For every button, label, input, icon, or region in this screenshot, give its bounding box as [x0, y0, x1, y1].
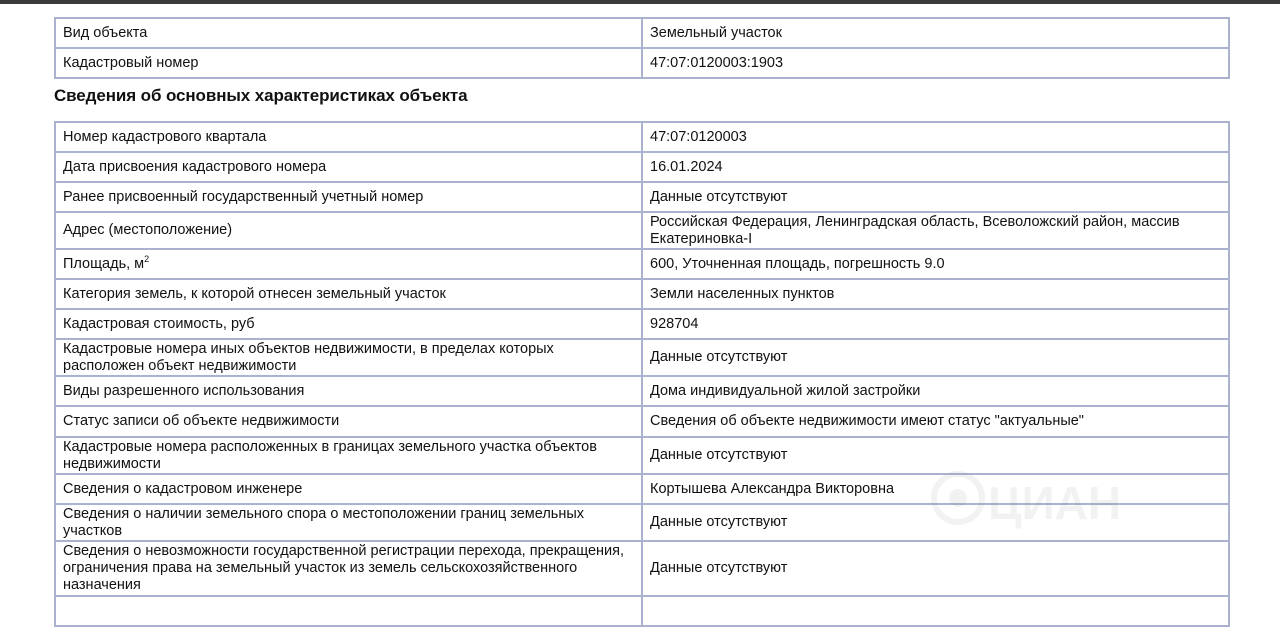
- row-value: Данные отсутствуют: [642, 437, 1229, 474]
- table-row: [55, 152, 1229, 182]
- table-row: [55, 541, 1229, 596]
- row-label: Вид объекта: [55, 18, 642, 48]
- row-value: Российская Федерация, Ленинградская область, Всеволожский район, массив Екатериновка-I: [642, 212, 1229, 249]
- row-value: Данные отсутствуют: [642, 339, 1229, 376]
- table-row: [55, 406, 1229, 437]
- row-value: Сведения об объекте недвижимости имеют статус "актуальные": [642, 406, 1229, 437]
- row-value: Кортышева Александра Викторовна: [642, 474, 1229, 504]
- row-label: Категория земель, к которой отнесен земельный участок: [55, 279, 642, 309]
- row-label: Кадастровая стоимость, руб: [55, 309, 642, 339]
- row-value: 928704: [642, 309, 1229, 339]
- document-body: [54, 17, 1226, 627]
- row-label: Ранее присвоенный государственный учетный номер: [55, 182, 642, 212]
- table-row: [55, 249, 1229, 279]
- row-label: Сведения о наличии земельного спора о местоположении границ земельных участков: [55, 504, 642, 541]
- area-label-text: Площадь, м: [63, 255, 145, 272]
- table-row: [55, 48, 1229, 78]
- row-value: 600, Уточненная площадь, погрешность 9.0: [642, 249, 1229, 279]
- characteristics-table: [54, 121, 1230, 627]
- table-row: [55, 309, 1229, 339]
- area-unit-superscript: 2: [144, 253, 150, 264]
- row-label: Сведения о невозможности государственной регистрации перехода, прекращения, ограничения права на земельный участок из земель сельскохозяйственного назначения: [55, 541, 642, 596]
- row-label: [55, 596, 642, 626]
- table-row: [55, 437, 1229, 474]
- table-row: [55, 18, 1229, 48]
- top-bar: [0, 0, 1280, 4]
- table-row: [55, 596, 1229, 626]
- row-label: Кадастровый номер: [55, 48, 642, 78]
- row-value: 47:07:0120003: [642, 122, 1229, 152]
- table-row: [55, 339, 1229, 376]
- table-row: [55, 504, 1229, 541]
- row-label: Номер кадастрового квартала: [55, 122, 642, 152]
- table-row: [55, 474, 1229, 504]
- table-row: [55, 279, 1229, 309]
- table-row: [55, 212, 1229, 249]
- row-value: [642, 596, 1229, 626]
- row-label: Сведения о кадастровом инженере: [55, 474, 642, 504]
- row-value: Земли населенных пунктов: [642, 279, 1229, 309]
- row-value: Дома индивидуальной жилой застройки: [642, 376, 1229, 406]
- row-label: Дата присвоения кадастрового номера: [55, 152, 642, 182]
- row-label: [55, 249, 642, 279]
- row-value: 16.01.2024: [642, 152, 1229, 182]
- row-value: 47:07:0120003:1903: [642, 48, 1229, 78]
- row-label: Адрес (местоположение): [55, 212, 642, 249]
- watermark-text: ЦИАН: [988, 477, 1122, 529]
- row-value: Земельный участок: [642, 18, 1229, 48]
- table-row: [55, 182, 1229, 212]
- row-label: Кадастровые номера иных объектов недвижимости, в пределах которых расположен объект недвижимости: [55, 339, 642, 376]
- table-row: [55, 122, 1229, 152]
- row-value: Данные отсутствуют: [642, 504, 1229, 541]
- row-label: Статус записи об объекте недвижимости: [55, 406, 642, 437]
- table-row: [55, 376, 1229, 406]
- section-title: Сведения об основных характеристиках объекта: [54, 86, 468, 105]
- row-label: Кадастровые номера расположенных в границах земельного участка объектов недвижимости: [55, 437, 642, 474]
- row-value: Данные отсутствуют: [642, 182, 1229, 212]
- row-label: Виды разрешенного использования: [55, 376, 642, 406]
- object-summary-table: [54, 17, 1230, 79]
- row-value: Данные отсутствуют: [642, 541, 1229, 596]
